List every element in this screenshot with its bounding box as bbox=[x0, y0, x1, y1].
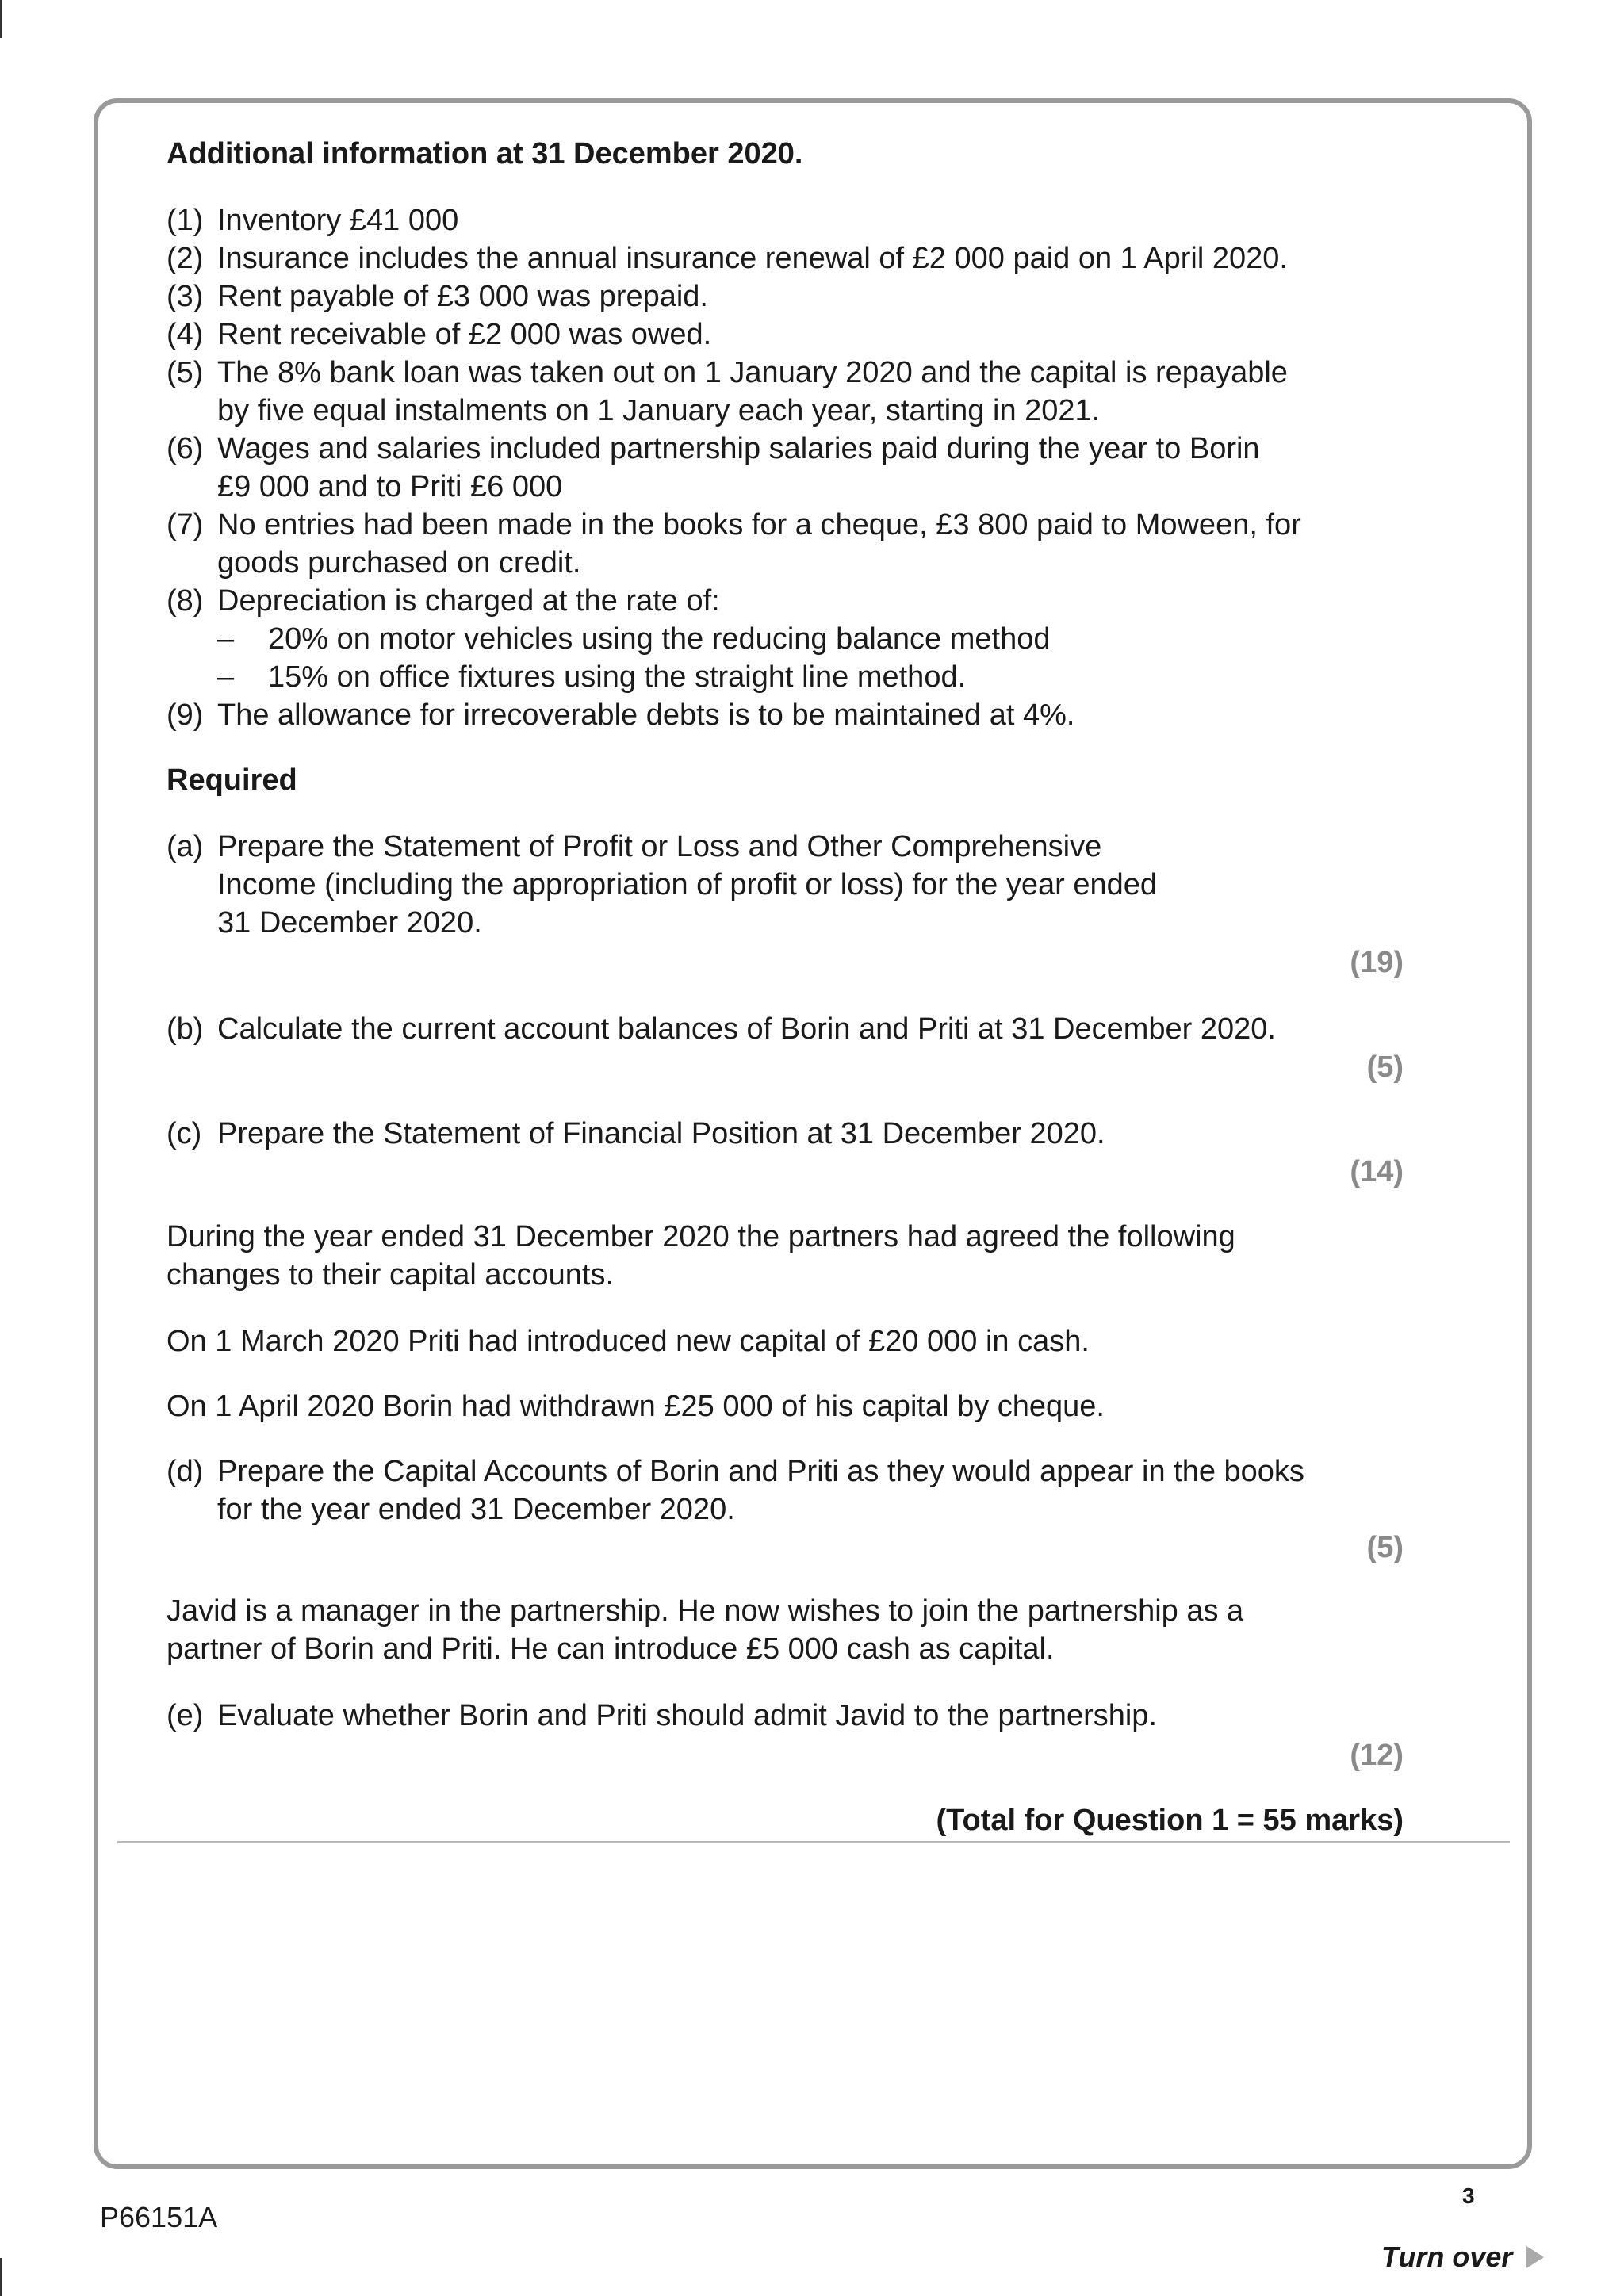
turn-over-label: Turn over bbox=[1381, 2241, 1513, 2273]
question-text: Prepare the Statement of Financial Position at 31 December 2020. bbox=[217, 1117, 1105, 1150]
section-divider bbox=[117, 1841, 1510, 1843]
depreciation-bullet-text: 20% on motor vehicles using the reducing balance method bbox=[268, 622, 1051, 656]
marks-allocation: (12) bbox=[1350, 1739, 1404, 1772]
question-label: (b) bbox=[167, 1012, 204, 1046]
paragraph-changes-line: changes to their capital accounts. bbox=[167, 1258, 615, 1292]
info-item-number: (8) bbox=[167, 584, 204, 618]
page-number: 3 bbox=[1462, 2183, 1475, 2208]
info-item-text: The allowance for irrecoverable debts is to be maintained at 4%. bbox=[217, 698, 1075, 732]
info-item-number: (6) bbox=[167, 432, 204, 465]
paper-code: P66151A bbox=[100, 2201, 218, 2233]
paragraph-priti-capital: On 1 March 2020 Priti had introduced new capital of £20 000 in cash. bbox=[167, 1325, 1090, 1358]
marks-allocation: (19) bbox=[1350, 946, 1404, 979]
play-arrow-icon bbox=[1526, 2246, 1544, 2268]
paragraph-changes-line: During the year ended 31 December 2020 the partners had agreed the following bbox=[167, 1220, 1235, 1253]
question-text: Calculate the current account balances of Borin and Priti at 31 December 2020. bbox=[217, 1012, 1276, 1046]
paragraph-javid-line: partner of Borin and Priti. He can introduce £5 000 cash as capital. bbox=[167, 1632, 1055, 1666]
depreciation-bullet-text: 15% on office fixtures using the straight line method. bbox=[268, 660, 967, 694]
dash-marker: – bbox=[217, 660, 235, 694]
question-label: (e) bbox=[167, 1699, 204, 1732]
marks-allocation: (5) bbox=[1366, 1050, 1404, 1084]
info-item-text: Depreciation is charged at the rate of: bbox=[217, 584, 720, 618]
info-item-number: (9) bbox=[167, 698, 204, 732]
info-item-text: goods purchased on credit. bbox=[217, 546, 581, 580]
info-item-number: (7) bbox=[167, 508, 204, 541]
question-text: Income (including the appropriation of profit or loss) for the year ended bbox=[217, 868, 1157, 901]
additional-info-heading: Additional information at 31 December 2020. bbox=[167, 137, 803, 170]
info-item-text: Insurance includes the annual insurance renewal of £2 000 paid on 1 April 2020. bbox=[217, 242, 1288, 275]
info-item-number: (1) bbox=[167, 204, 204, 237]
dash-marker: – bbox=[217, 622, 235, 656]
question-text: for the year ended 31 December 2020. bbox=[217, 1493, 735, 1526]
question-text: 31 December 2020. bbox=[217, 906, 482, 939]
info-item-number: (5) bbox=[167, 356, 204, 389]
question-text: Prepare the Capital Accounts of Borin and Priti as they would appear in the books bbox=[217, 1455, 1304, 1488]
marks-allocation: (5) bbox=[1366, 1531, 1404, 1564]
info-item-text: Wages and salaries included partnership salaries paid during the year to Borin bbox=[217, 432, 1260, 465]
question-label: (c) bbox=[167, 1117, 202, 1150]
info-item-text: Rent payable of £3 000 was prepaid. bbox=[217, 280, 708, 313]
question-label: (d) bbox=[167, 1455, 204, 1488]
crop-mark-top-left bbox=[0, 0, 2, 38]
info-item-text: Rent receivable of £2 000 was owed. bbox=[217, 318, 712, 351]
info-item-text: Inventory £41 000 bbox=[217, 204, 459, 237]
info-item-text: No entries had been made in the books for a cheque, £3 800 paid to Moween, for bbox=[217, 508, 1301, 541]
question-label: (a) bbox=[167, 830, 204, 863]
info-item-text: £9 000 and to Priti £6 000 bbox=[217, 470, 563, 503]
required-heading: Required bbox=[167, 763, 297, 797]
question-text: Evaluate whether Borin and Priti should admit Javid to the partnership. bbox=[217, 1699, 1157, 1732]
turn-over bbox=[1381, 2241, 1544, 2274]
info-item-number: (2) bbox=[167, 242, 204, 275]
question-total: (Total for Question 1 = 55 marks) bbox=[936, 1804, 1404, 1837]
info-item-number: (4) bbox=[167, 318, 204, 351]
paragraph-borin-withdrawal: On 1 April 2020 Borin had withdrawn £25 000 of his capital by cheque. bbox=[167, 1390, 1105, 1423]
paragraph-javid-line: Javid is a manager in the partnership. He now wishes to join the partnership as a bbox=[167, 1594, 1244, 1628]
crop-mark-bottom-left bbox=[0, 2258, 2, 2296]
info-item-text: The 8% bank loan was taken out on 1 January 2020 and the capital is repayable bbox=[217, 356, 1288, 389]
question-text: Prepare the Statement of Profit or Loss and Other Comprehensive bbox=[217, 830, 1102, 863]
info-item-text: by five equal instalments on 1 January each year, starting in 2021. bbox=[217, 394, 1101, 427]
info-item-number: (3) bbox=[167, 280, 204, 313]
marks-allocation: (14) bbox=[1350, 1155, 1404, 1188]
